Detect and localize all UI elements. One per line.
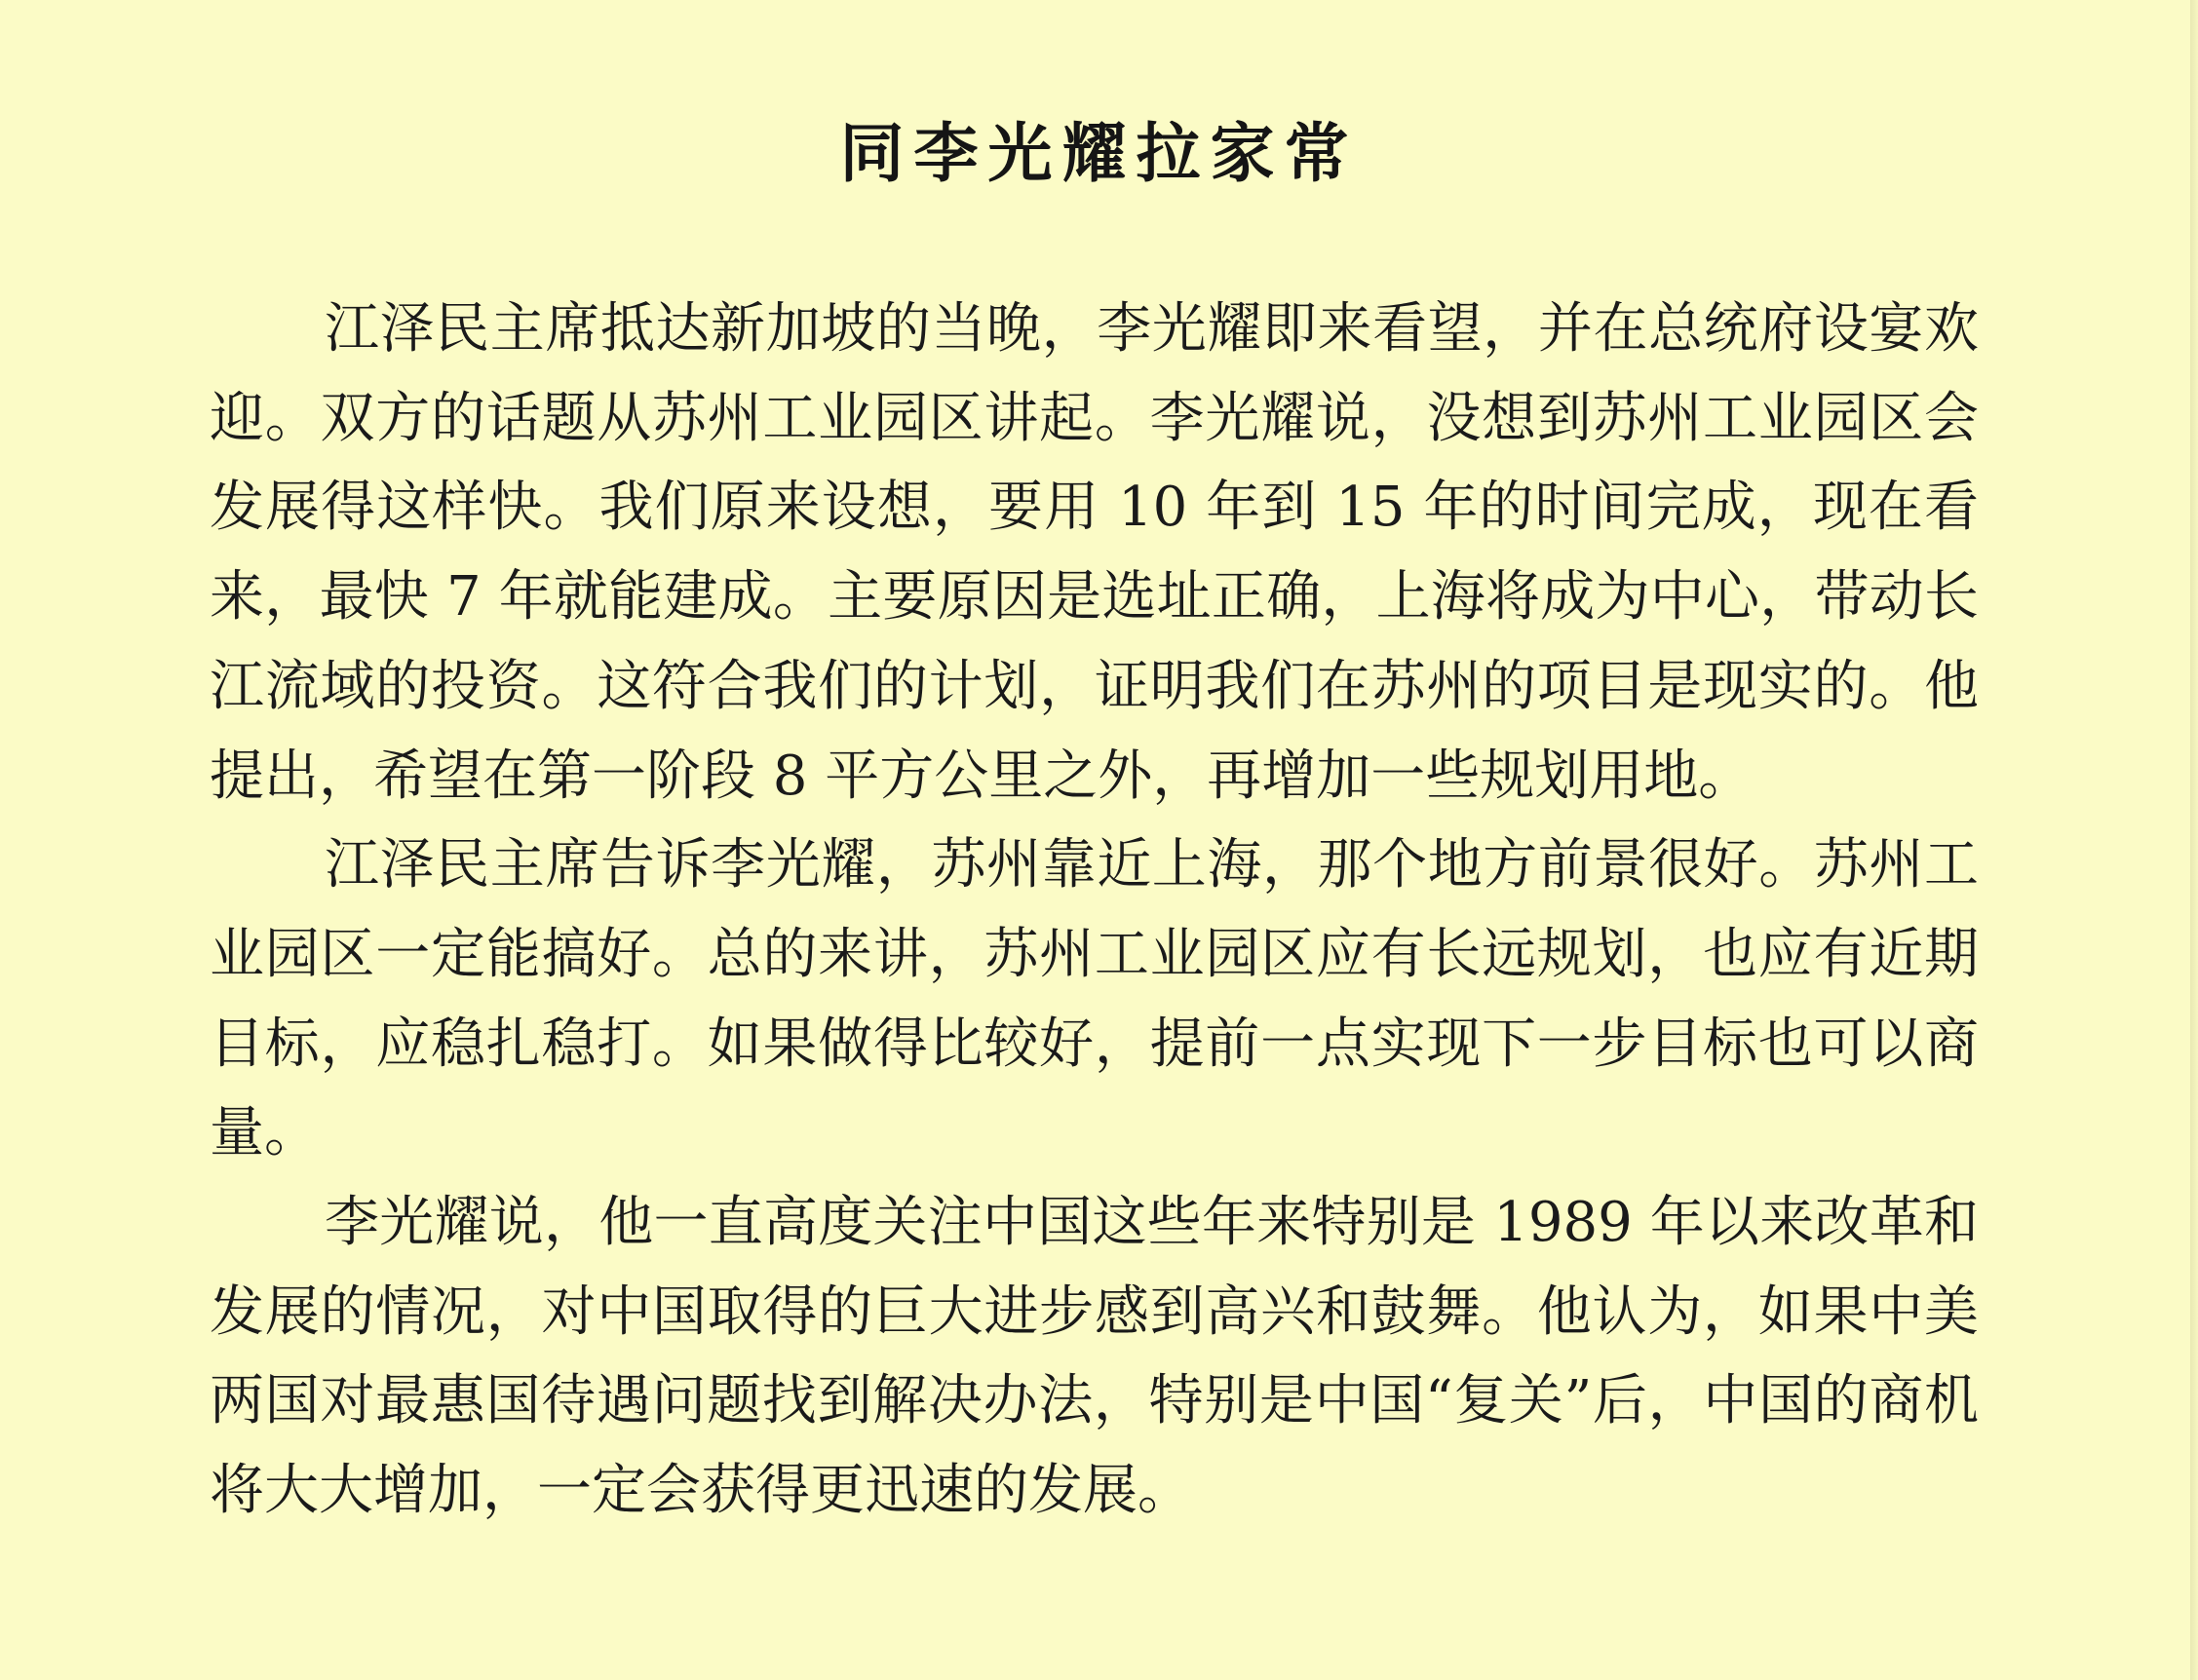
page-title: 同李光耀拉家常	[839, 116, 1359, 191]
paragraph-3: 李光耀说，他一直高度关注中国这些年来特别是 1989 年以来改革和发展的情况，对中国取得的巨大进步感到高兴和鼓舞。他认为，如果中美两国对最惠国待遇问题找到解决办法，特别是中国“复关”后，中国的商机将大大增加，一定会获得更迅速的发展。	[210, 1191, 1979, 1523]
paragraph-2: 江泽民主席告诉李光耀，苏州靠近上海，那个地方前景很好。苏州工业园区一定能搞好。总的来讲，苏州工业园区应有长远规划，也应有近期目标，应稳扎稳打。如果做得比较好，提前一点实现下一步目标也可以商量。	[210, 833, 1979, 1165]
page-edge	[2190, 0, 2198, 1680]
paragraph-1: 江泽民主席抵达新加坡的当晚，李光耀即来看望，并在总统府设宴欢迎。双方的话题从苏州工业园区讲起。李光耀说，没想到苏州工业园区会发展得这样快。我们原来设想，要用 10 年到 15 年的时间完成，现在看来，最快 7 年就能建成。主要原因是选址正确，上海将成为中心，带动长江流域的投资。这符合我们的计划，证明我们在苏州的项目是现实的。他提出，希望在第一阶段 8 平方公里之外，再增加一些规划用地。	[210, 297, 1979, 808]
article-body	[210, 285, 1979, 1536]
